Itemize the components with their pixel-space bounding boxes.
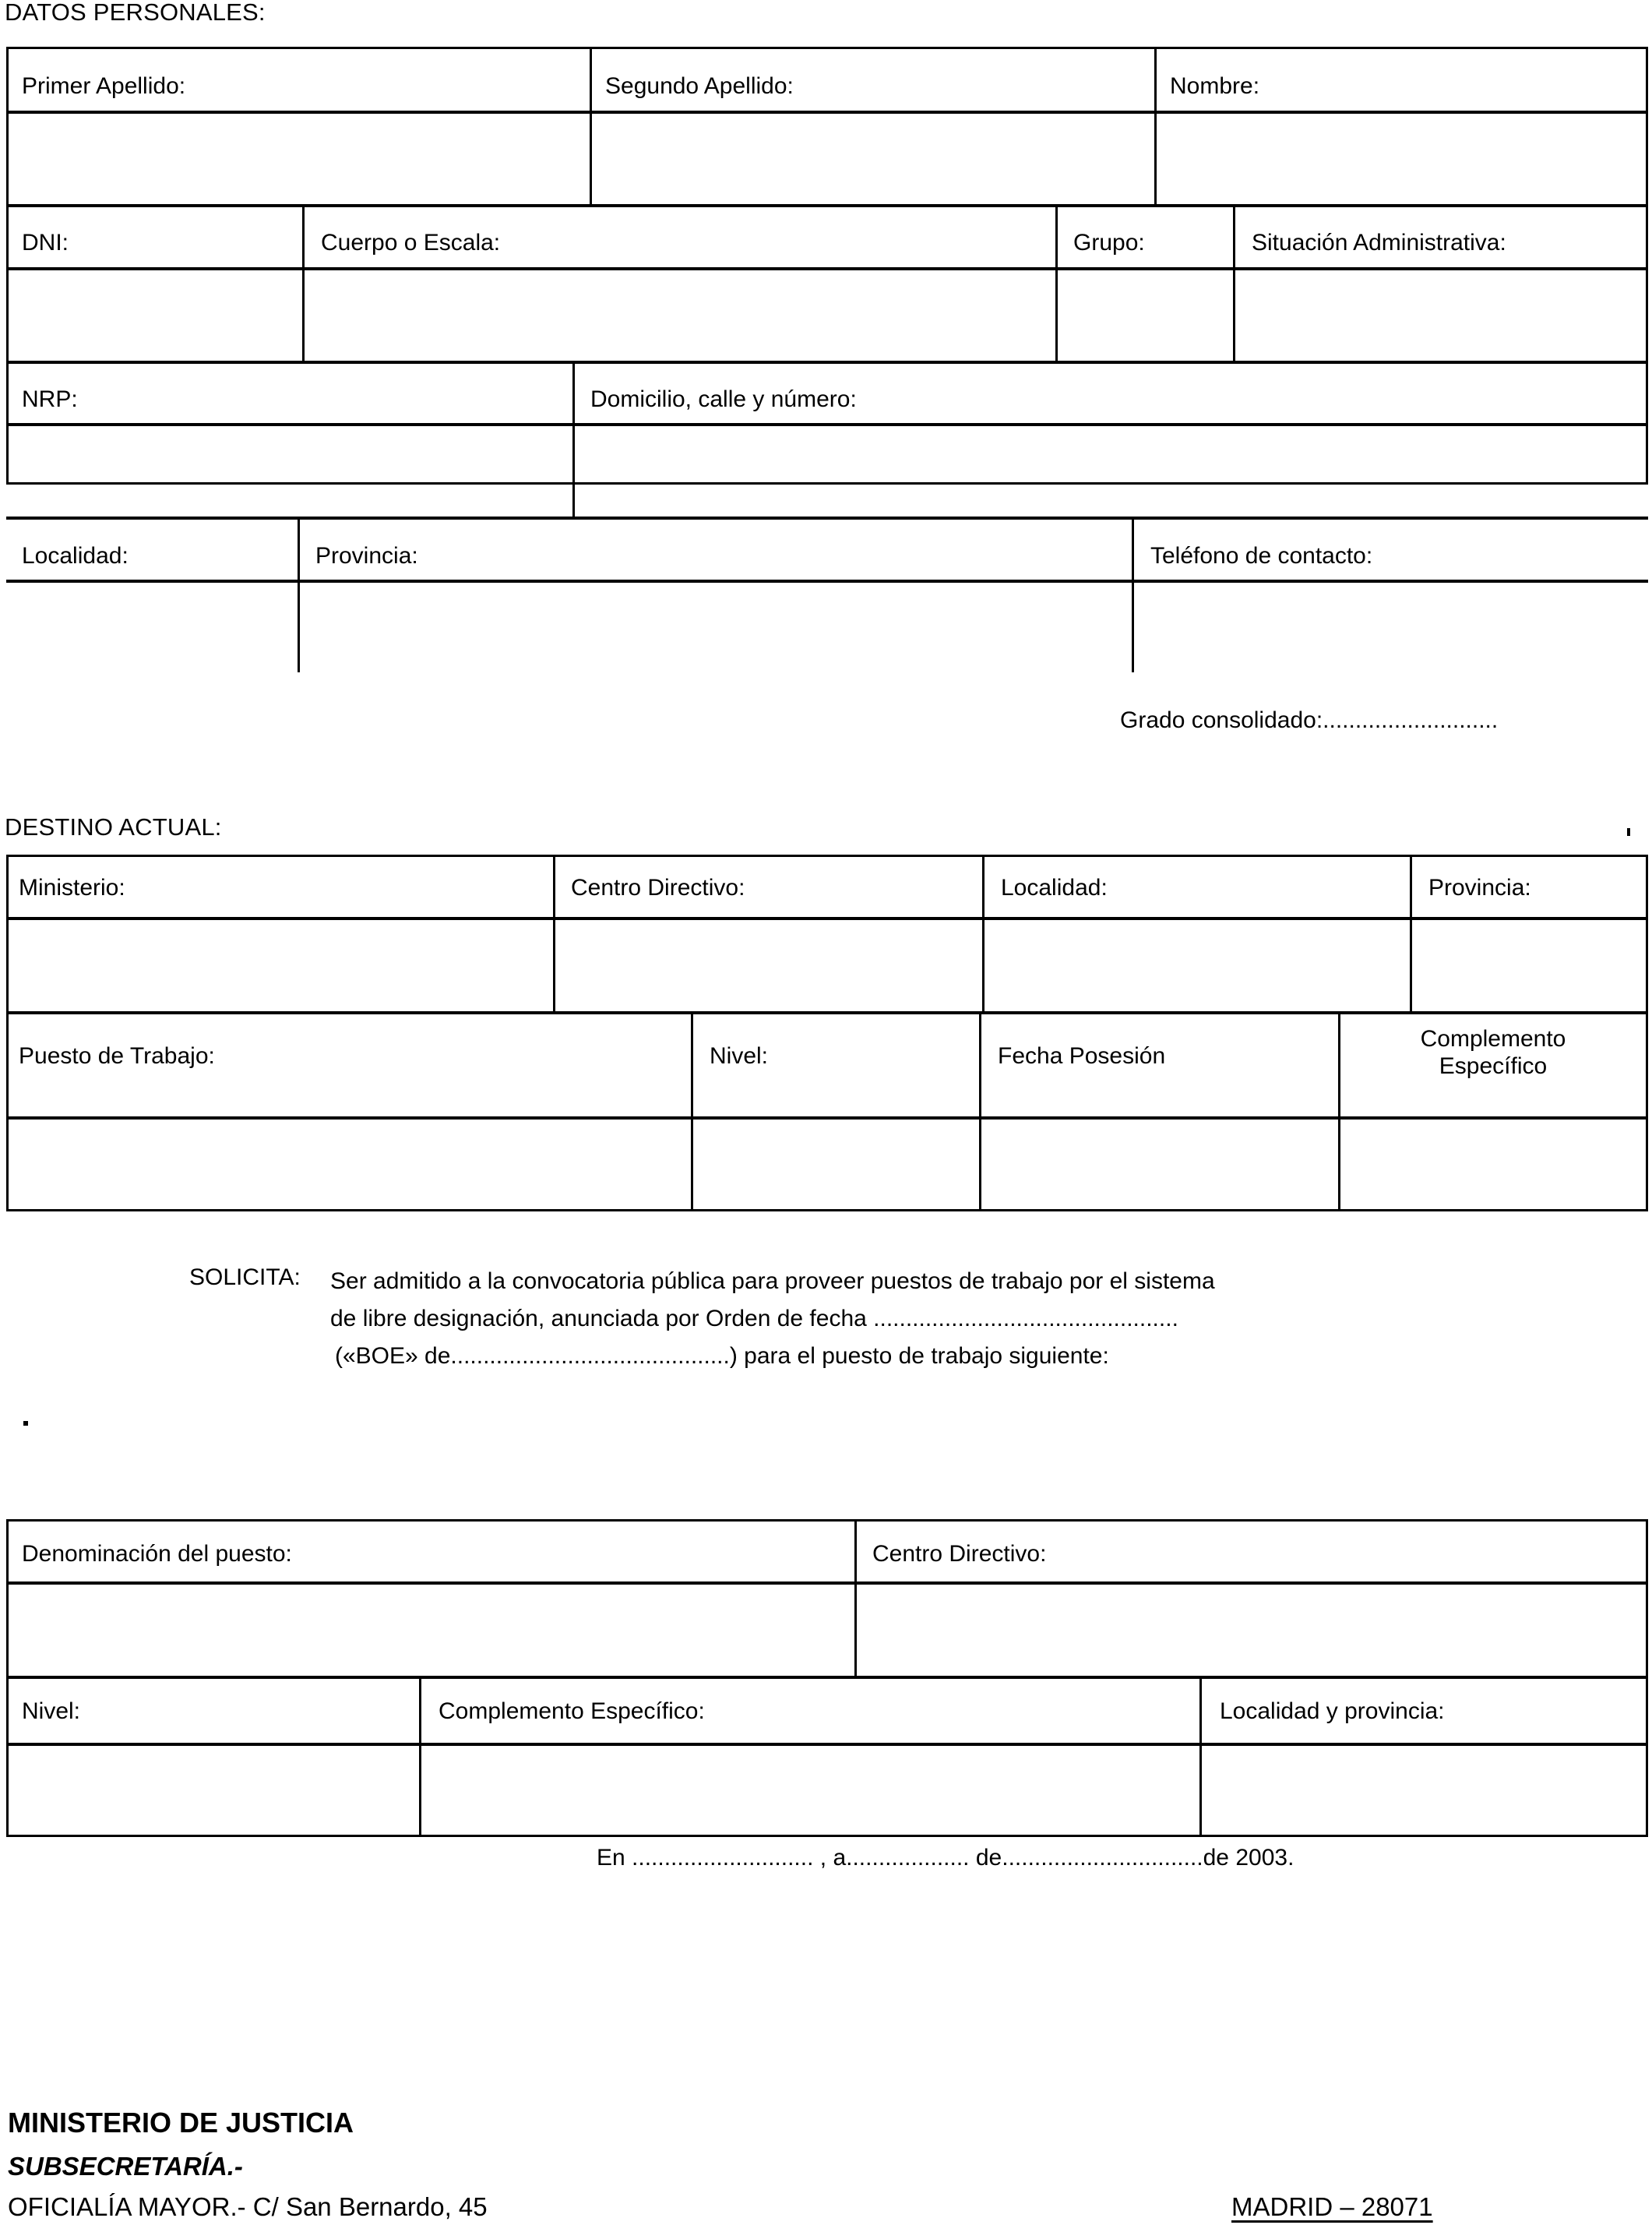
destino-row1-divider [6,917,1648,920]
destino-row1-col1-divider [553,855,555,1011]
label-localidad-y-provincia: Localidad y provincia: [1220,1698,1445,1724]
date-month-dots: ............................... [1002,1845,1203,1871]
puesto-row2-col2-divider [1199,1676,1202,1837]
date-line [597,1846,1294,1870]
personal-table-row1-divider [6,111,1648,114]
scan-speck-left [23,1421,28,1426]
label-puesto-de-trabajo: Puesto de Trabajo: [19,1043,215,1069]
solicita-line-2-text: de libre designación, anunciada por Orden de fecha [330,1306,874,1331]
solicita-line-3-dots: ........................................... [450,1343,730,1369]
personal-row1-col1-divider [590,47,592,204]
personal-row3-col1-divider [572,361,575,517]
destino-row2-col1-divider [691,1011,693,1211]
label-situacion-administrativa: Situación Administrativa: [1252,230,1506,256]
grado-consolidado-label: Grado consolidado: [1120,707,1323,733]
date-day-dots: ................... [846,1845,970,1871]
label-provincia: Provincia: [315,543,418,569]
destino-row1-bottom [6,1011,1648,1014]
label-nrp: NRP: [22,386,78,412]
label-destino-centro-directivo: Centro Directivo: [571,875,745,901]
date-place-dots: ............................ [632,1845,814,1871]
label-segundo-apellido: Segundo Apellido: [605,73,794,99]
label-destino-localidad: Localidad: [1001,875,1108,901]
personal-table-row2-top [6,204,1648,207]
personal-row4-col1-divider [298,517,300,672]
personal-table-row2-divider [6,267,1648,270]
solicita-line-3-boe: («BOE» de [335,1343,451,1369]
date-comma-a: , a [819,1845,847,1871]
date-year: de 2003. [1203,1845,1294,1871]
solicita-line-3 [330,1338,1215,1375]
date-de-label: de [975,1845,1002,1871]
label-complemento-line-a: Complemento [1420,1026,1566,1052]
destino-row2-col3-divider [1338,1011,1340,1211]
puesto-row2-col1-divider [419,1676,421,1837]
puesto-row1-divider [6,1581,1648,1585]
label-telefono-contacto: Teléfono de contacto: [1150,543,1373,569]
destino-row2-col2-divider [979,1011,981,1211]
footer-ministerio: MINISTERIO DE JUSTICIA [8,2107,354,2139]
grado-consolidado-dots: ........................... [1323,707,1499,733]
date-en-label: En [597,1845,625,1871]
solicita-body [330,1263,1215,1375]
puesto-row1-col1-divider [854,1519,857,1676]
footer-oficialia-mayor: OFICIALÍA MAYOR.- C/ San Bernardo, 45 [8,2192,488,2221]
label-puesto-nivel: Nivel: [22,1698,81,1724]
label-primer-apellido: Primer Apellido: [22,73,186,99]
personal-row2-col3-divider [1233,204,1235,361]
label-complemento-especifico-destino [1341,1025,1645,1081]
label-grupo: Grupo: [1073,230,1145,256]
personal-table-row4-divider [6,580,1648,583]
grado-consolidado-line [1120,709,1498,732]
personal-row4-col2-divider [1132,517,1134,672]
label-domicilio: Domicilio, calle y número: [590,386,857,412]
personal-row1-col2-divider [1154,47,1157,204]
label-nombre: Nombre: [1170,73,1260,99]
personal-table-row4-top [6,517,1648,520]
personal-row2-col2-divider [1055,204,1058,361]
scan-speck-right [1627,828,1630,836]
solicita-line-3-tail: ) para el puesto de trabajo siguiente: [729,1343,1109,1369]
label-complemento-line-b: Específico [1439,1053,1548,1080]
label-ministerio: Ministerio: [19,875,125,901]
label-destino-provincia: Provincia: [1428,875,1531,901]
label-puesto-complemento-especifico: Complemento Específico: [439,1698,705,1724]
footer-subsecretaria: SUBSECRETARÍA.- [8,2152,243,2181]
puesto-row1-bottom [6,1676,1648,1679]
label-cuerpo-o-escala: Cuerpo o Escala: [321,230,501,256]
personal-table-row3-divider [6,423,1648,426]
label-localidad: Localidad: [22,543,129,569]
solicita-line-2 [330,1300,1215,1338]
section-title-destino-actual: DESTINO ACTUAL: [5,813,222,841]
personal-table-row3-top [6,361,1648,364]
label-fecha-posesion: Fecha Posesión [998,1043,1166,1069]
puesto-row2-divider [6,1743,1648,1746]
footer-madrid-postcode: MADRID – 28071 [1231,2192,1433,2221]
label-denominacion-del-puesto: Denominación del puesto: [22,1541,292,1567]
section-title-datos-personales: DATOS PERSONALES: [5,0,266,26]
personal-row2-col1-divider [302,204,305,361]
label-puesto-centro-directivo: Centro Directivo: [872,1541,1047,1567]
solicita-line-1: Ser admitido a la convocatoria pública para proveer puestos de trabajo por el sistema [330,1268,1215,1294]
label-dni: DNI: [22,230,69,256]
destino-row1-col2-divider [982,855,985,1011]
solicita-line-2-dots: ............................................... [873,1306,1178,1331]
solicita-label: SOLICITA: [189,1264,301,1290]
label-destino-nivel: Nivel: [710,1043,769,1069]
destino-row1-col3-divider [1410,855,1412,1011]
destino-row2-divider [6,1116,1648,1120]
